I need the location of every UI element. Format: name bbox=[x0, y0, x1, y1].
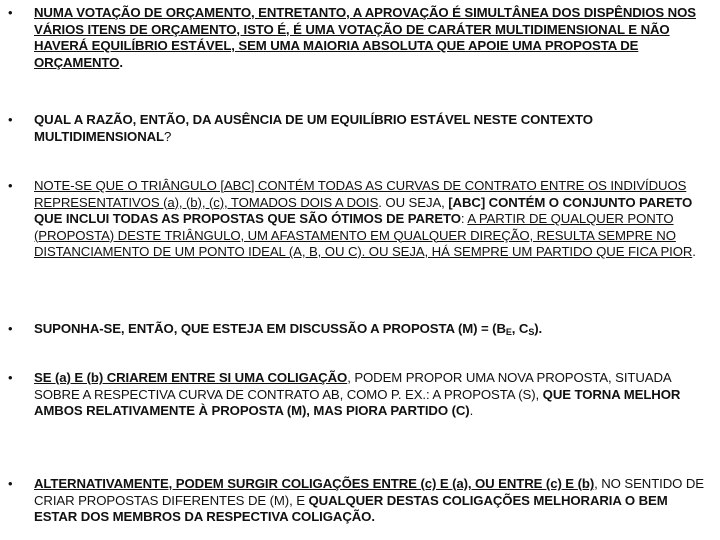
text-segment: , C bbox=[511, 321, 529, 336]
bullet-item-5 bbox=[8, 370, 708, 420]
bullet-text-6 bbox=[34, 476, 708, 526]
bullet-text-4 bbox=[34, 321, 708, 338]
text-segment: , NO SENTIDO DE CRIAR PROPOSTAS DIFERENTES DE (M), E bbox=[34, 476, 704, 508]
bullet-icon: • bbox=[8, 370, 13, 385]
text-segment: ). bbox=[534, 321, 543, 336]
text-segment: . OU SEJA, bbox=[378, 194, 449, 210]
text-segment: E bbox=[505, 327, 512, 337]
text-segment: NUMA VOTAÇÃO DE ORÇAMENTO, ENTRETANTO, A APROVAÇÃO É SIMULTÂNEA DOS DISPÊNDIOS NOS VÁRIOS ITENS DE ORÇAMENTO, ISTO É, É UMA VOTAÇÃO DE CARÁTER MULTIDIMENSIONAL E NÃO HAVERÁ EQUILÍBRIO ESTÁVEL, SEM UMA MAIORIA ABSOLUTA QUE APOIE UMA PROPOSTA DE ORÇAMENTO bbox=[34, 5, 696, 70]
bullet-icon: • bbox=[8, 476, 13, 491]
bullet-icon: • bbox=[8, 5, 13, 20]
text-segment: A PARTIR DE QUALQUER PONTO (PROPOSTA) DESTE TRIÂNGULO, UM AFASTAMENTO EM QUALQUER DIREÇÃO, RESULTA SEMPRE NO DISTANCIAMENTO DE UM PONTO IDEAL (A, B, OU C). OU SEJA, HÁ SEMPRE UM PARTIDO QUE FICA PIOR bbox=[34, 211, 693, 259]
bullet-text-5 bbox=[34, 370, 708, 420]
text-segment: , PODEM PROPOR UMA NOVA PROPOSTA, SITUADA SOBRE A RESPECTIVA CURVA DE CONTRATO AB, COMO P. EX.: A PROPOSTA (S), bbox=[34, 370, 671, 402]
text-segment: ? bbox=[164, 128, 172, 144]
text-segment: [ABC] CONTÉM O CONJUNTO PARETO QUE INCLUI TODAS AS PROPOSTAS QUE SÃO ÓTIMOS DE PARETO bbox=[34, 194, 693, 226]
bullet-text-3 bbox=[34, 178, 708, 261]
bullet-icon: • bbox=[8, 178, 13, 193]
text-segment: QUE TORNA MELHOR AMBOS RELATIVAMENTE À PROPOSTA (M), MAS PIORA PARTIDO (C) bbox=[34, 386, 681, 418]
bullet-item-6 bbox=[8, 476, 708, 526]
bullet-item-2 bbox=[8, 112, 708, 145]
text-segment: SUPONHA-SE, ENTÃO, QUE ESTEJA EM DISCUSSÃO A PROPOSTA (M) = (B bbox=[34, 321, 506, 336]
text-segment: : bbox=[460, 211, 468, 226]
text-segment: SE (a) E (b) CRIAREM ENTRE SI UMA COLIGAÇÃO bbox=[34, 370, 348, 385]
bullet-text-1 bbox=[34, 5, 708, 71]
text-segment: . bbox=[692, 244, 696, 259]
text-segment: . bbox=[119, 54, 123, 70]
text-segment: NOTE-SE QUE O TRIÂNGULO [ABC] CONTÉM TODAS AS CURVAS DE CONTRATO ENTRE OS INDIVÍDUOS REPRESENTATIVOS (a), (b), (c), TOMADOS DOIS A DOIS bbox=[34, 178, 687, 210]
text-segment: ALTERNATIVAMENTE, PODEM SURGIR COLIGAÇÕES ENTRE (c) E (a), OU ENTRE (c) E (b) bbox=[34, 476, 595, 491]
text-segment: S bbox=[528, 327, 535, 337]
bullet-item-1 bbox=[8, 5, 708, 71]
bullet-icon: • bbox=[8, 112, 13, 127]
text-segment: QUAL A RAZÃO, ENTÃO, DA AUSÊNCIA DE UM EQUILÍBRIO ESTÁVEL NESTE CONTEXTO MULTIDIMENSIONAL bbox=[34, 112, 593, 144]
bullet-text-2 bbox=[34, 112, 708, 145]
bullet-item-3 bbox=[8, 178, 708, 261]
text-segment: . bbox=[469, 403, 474, 418]
bullet-icon: • bbox=[8, 321, 13, 336]
bullet-item-4 bbox=[8, 321, 708, 338]
text-segment: QUALQUER DESTAS COLIGAÇÕES MELHORARIA O BEM ESTAR DOS MEMBROS DA RESPECTIVA COLIGAÇÃO. bbox=[34, 492, 668, 524]
